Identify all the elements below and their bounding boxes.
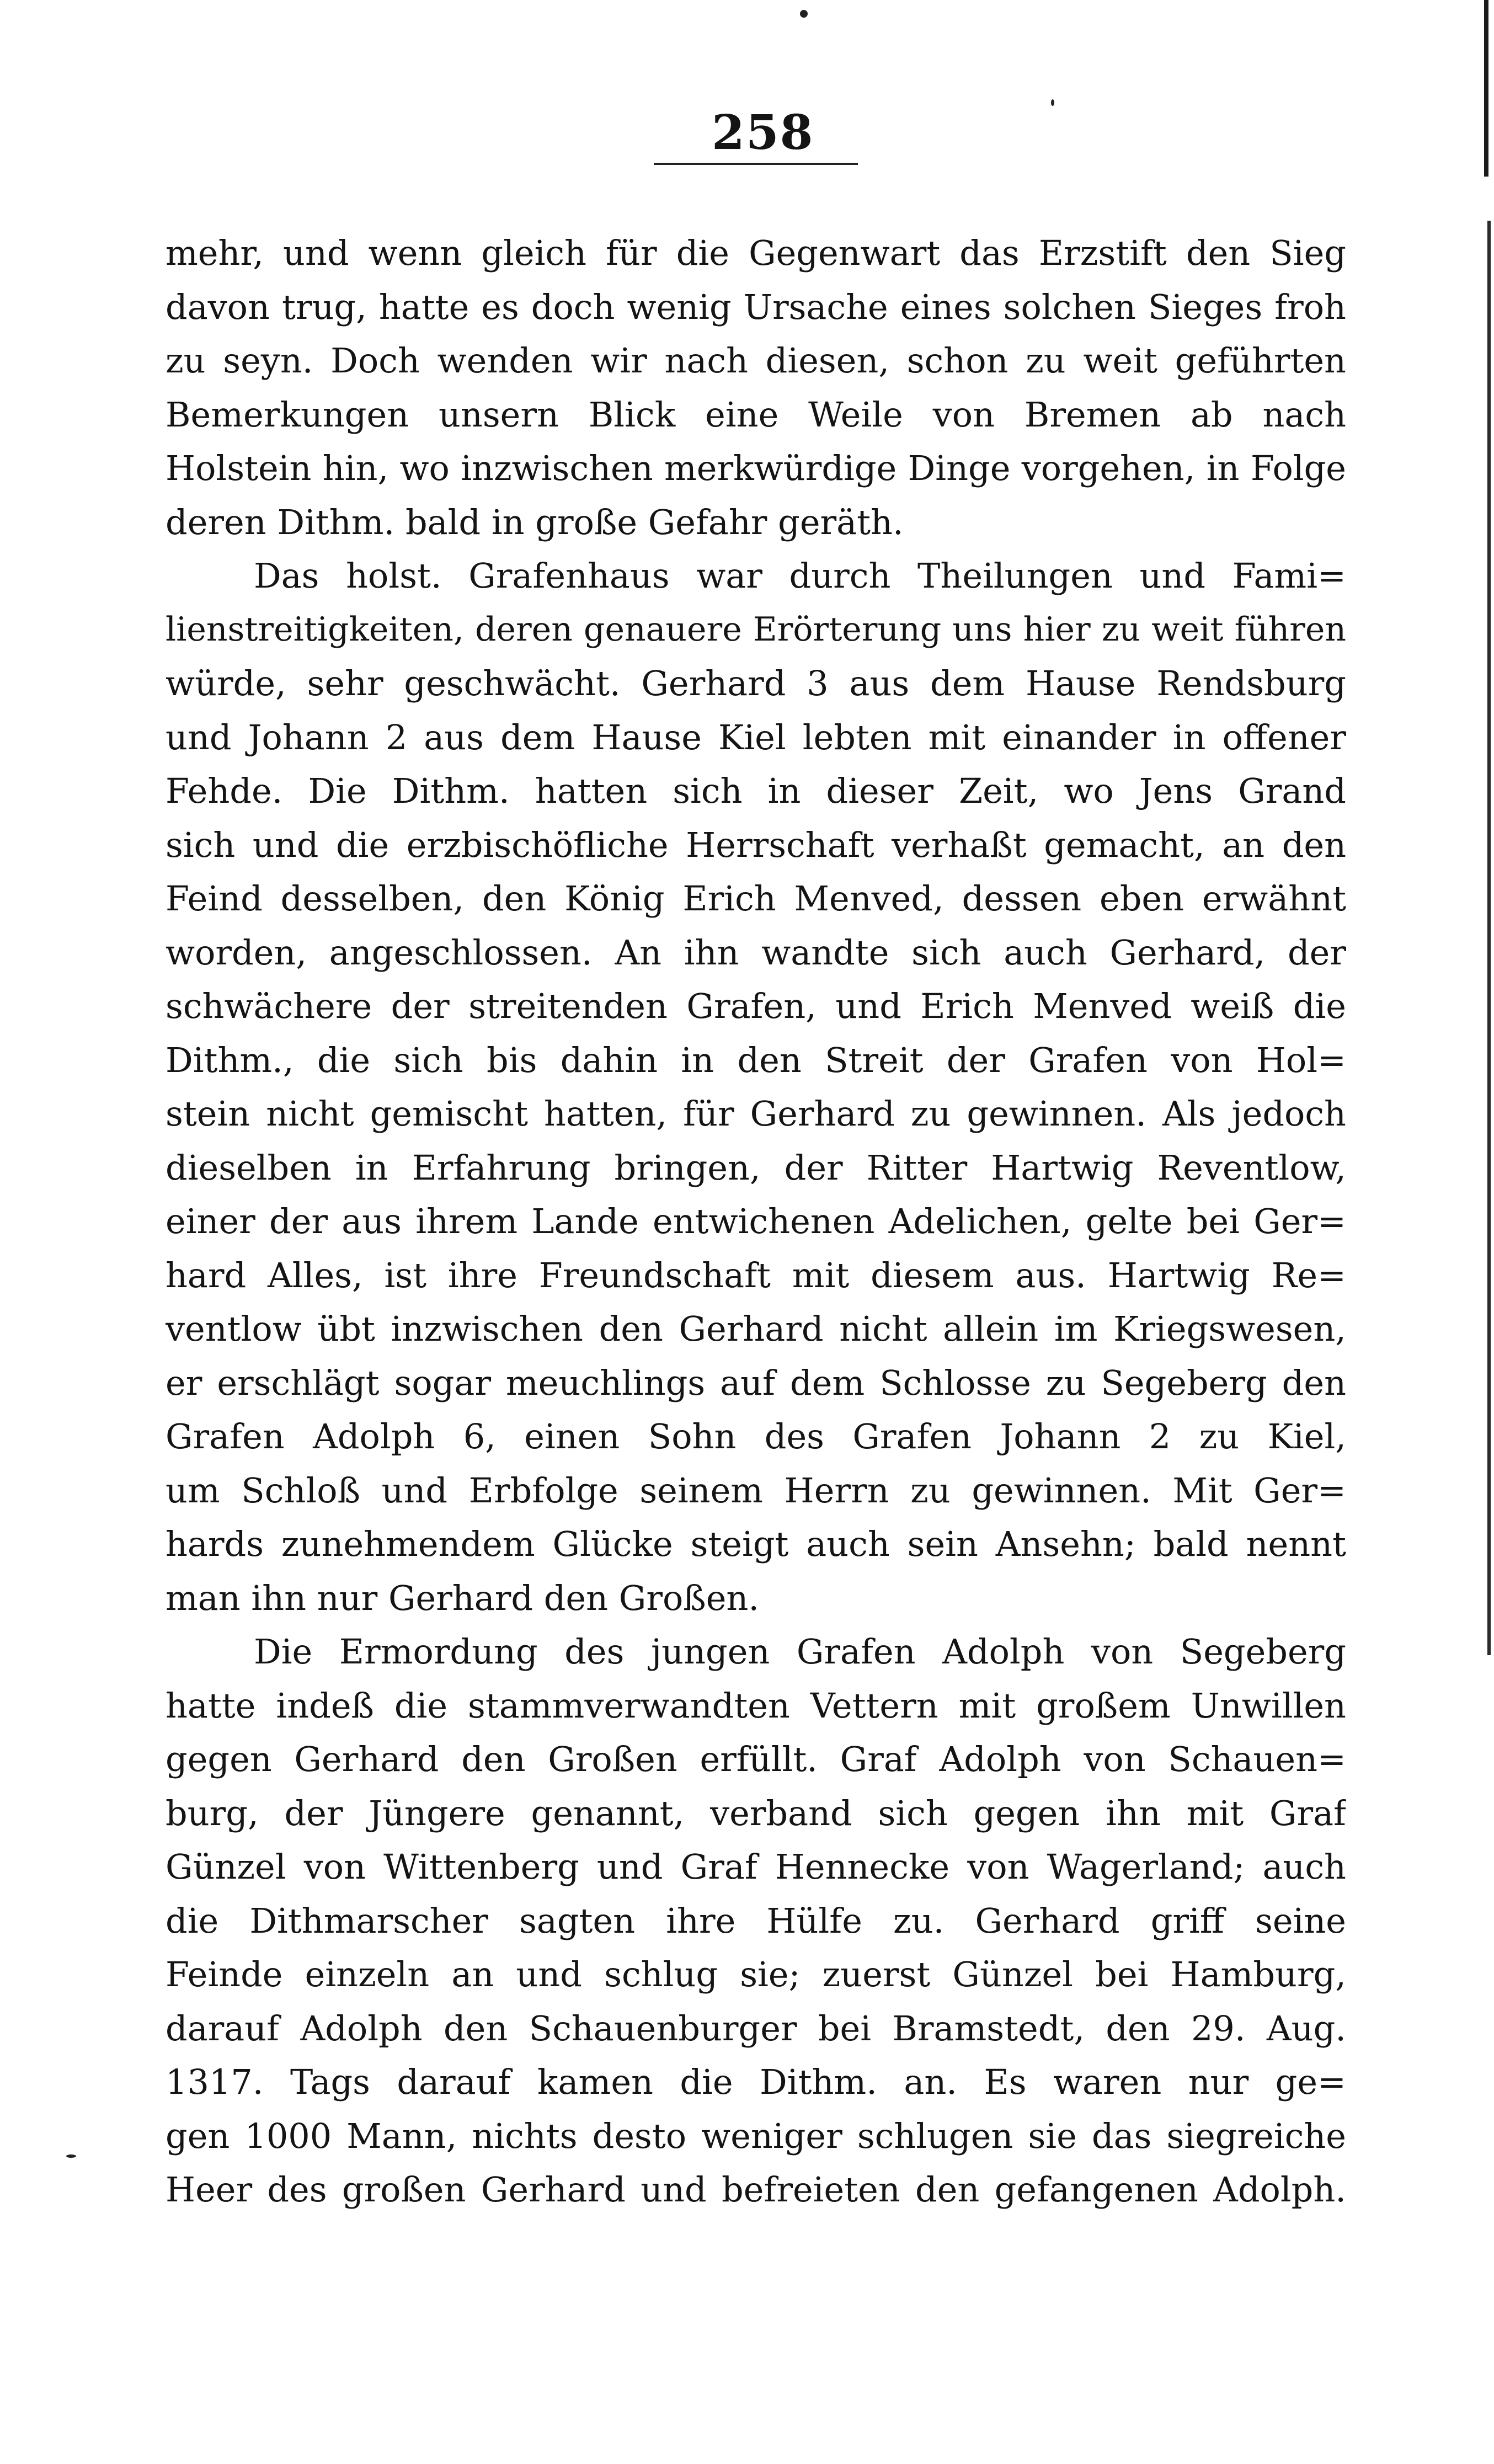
text-line: dieselben in Erfahrung bringen, der Ritter Hartwig Reventlow, xyxy=(166,1147,1346,1188)
text-line: man ihn nur Gerhard den Großen. xyxy=(166,1577,760,1618)
text-line: Das holst. Grafenhaus war durch Theilungen und Fami= xyxy=(254,556,1346,596)
body-text xyxy=(166,226,1346,2217)
text-line: hatte indeß die stammverwandten Vettern mit großem Unwillen xyxy=(166,1685,1346,1726)
page-number: 258 xyxy=(712,105,814,161)
text-line: schwächere der streitenden Grafen, und Erich Menved weiß die xyxy=(166,986,1346,1026)
text-line: mehr, und wenn gleich für die Gegenwart das Erzstift den Sieg xyxy=(166,233,1346,273)
text-line: gen 1000 Mann, nichts desto weniger schlugen sie das siegreiche xyxy=(166,2115,1346,2156)
header-rule xyxy=(654,163,858,165)
text-line: um Schloß und Erbfolge seinem Herrn zu gewinnen. Mit Ger= xyxy=(166,1470,1346,1511)
text-line: stein nicht gemischt hatten, für Gerhard zu gewinnen. Als jedoch xyxy=(166,1094,1346,1134)
text-line: Dithm., die sich bis dahin in den Streit der Grafen von Hol= xyxy=(166,1039,1346,1080)
text-line: gegen Gerhard den Großen erfüllt. Graf Adolph von Schauen= xyxy=(166,1739,1346,1779)
text-line: die Dithmarscher sagten ihre Hülfe zu. Gerhard griff seine xyxy=(166,1900,1346,1941)
text-line: worden, angeschlossen. An ihn wandte sich auch Gerhard, der xyxy=(166,932,1346,973)
ink-speck xyxy=(1051,99,1054,106)
text-line: Fehde. Die Dithm. hatten sich in dieser Zeit, wo Jens Grand xyxy=(166,771,1346,811)
text-line: ventlow übt inzwischen den Gerhard nicht allein im Kriegswesen, xyxy=(166,1309,1346,1349)
text-line: einer der aus ihrem Lande entwichenen Adelichen, gelte bei Ger= xyxy=(166,1201,1346,1241)
text-line: Grafen Adolph 6, einen Sohn des Grafen Johann 2 zu Kiel, xyxy=(166,1416,1346,1457)
text-line: hard Alles, ist ihre Freundschaft mit diesem aus. Hartwig Re= xyxy=(166,1255,1346,1295)
text-line: Die Ermordung des jungen Grafen Adolph von Segeberg xyxy=(254,1631,1346,1672)
text-line: Feinde einzeln an und schlug sie; zuerst Günzel bei Hamburg, xyxy=(166,1954,1346,1994)
text-line: Holstein hin, wo inzwischen merkwürdige Dinge vorgehen, in Folge xyxy=(166,448,1346,488)
text-line: davon trug, hatte es doch wenig Ursache eines solchen Sieges froh xyxy=(166,286,1346,327)
page-edge-mark xyxy=(1484,0,1488,177)
text-line: zu seyn. Doch wenden wir nach diesen, schon zu weit geführten xyxy=(166,340,1346,381)
text-line: Feind desselben, den König Erich Menved, dessen eben erwähnt xyxy=(166,878,1346,919)
text-line: Bemerkungen unsern Blick eine Weile von Bremen ab nach xyxy=(166,394,1346,435)
text-line: er erschlägt sogar meuchlings auf dem Schlosse zu Segeberg den xyxy=(166,1362,1346,1403)
text-line: Heer des großen Gerhard und befreieten den gefangenen Adolph. xyxy=(166,2169,1346,2210)
text-line: und Johann 2 aus dem Hause Kiel lebten mit einander in offener xyxy=(166,717,1346,758)
text-line: deren Dithm. bald in große Gefahr geräth. xyxy=(166,502,904,542)
text-line: burg, der Jüngere genannt, verband sich gegen ihn mit Graf xyxy=(166,1793,1346,1833)
text-line: lienstreitigkeiten, deren genauere Erörterung uns hier zu weit führen xyxy=(166,610,1346,649)
ink-speck xyxy=(800,10,808,18)
text-line: darauf Adolph den Schauenburger bei Bramstedt, den 29. Aug. xyxy=(166,2008,1346,2049)
text-line: hards zunehmendem Glücke steigt auch sein Ansehn; bald nennt xyxy=(166,1524,1346,1564)
ink-speck xyxy=(66,2154,76,2158)
text-line: 1317. Tags darauf kamen die Dithm. an. Es waren nur ge= xyxy=(166,2062,1346,2102)
text-line: Günzel von Wittenberg und Graf Hennecke von Wagerland; auch xyxy=(166,1847,1346,1887)
text-line: würde, sehr geschwächt. Gerhard 3 aus dem Hause Rendsburg xyxy=(166,663,1346,703)
page-edge-mark xyxy=(1487,221,1491,1655)
text-line: sich und die erzbischöfliche Herrschaft verhaßt gemacht, an den xyxy=(166,824,1346,865)
